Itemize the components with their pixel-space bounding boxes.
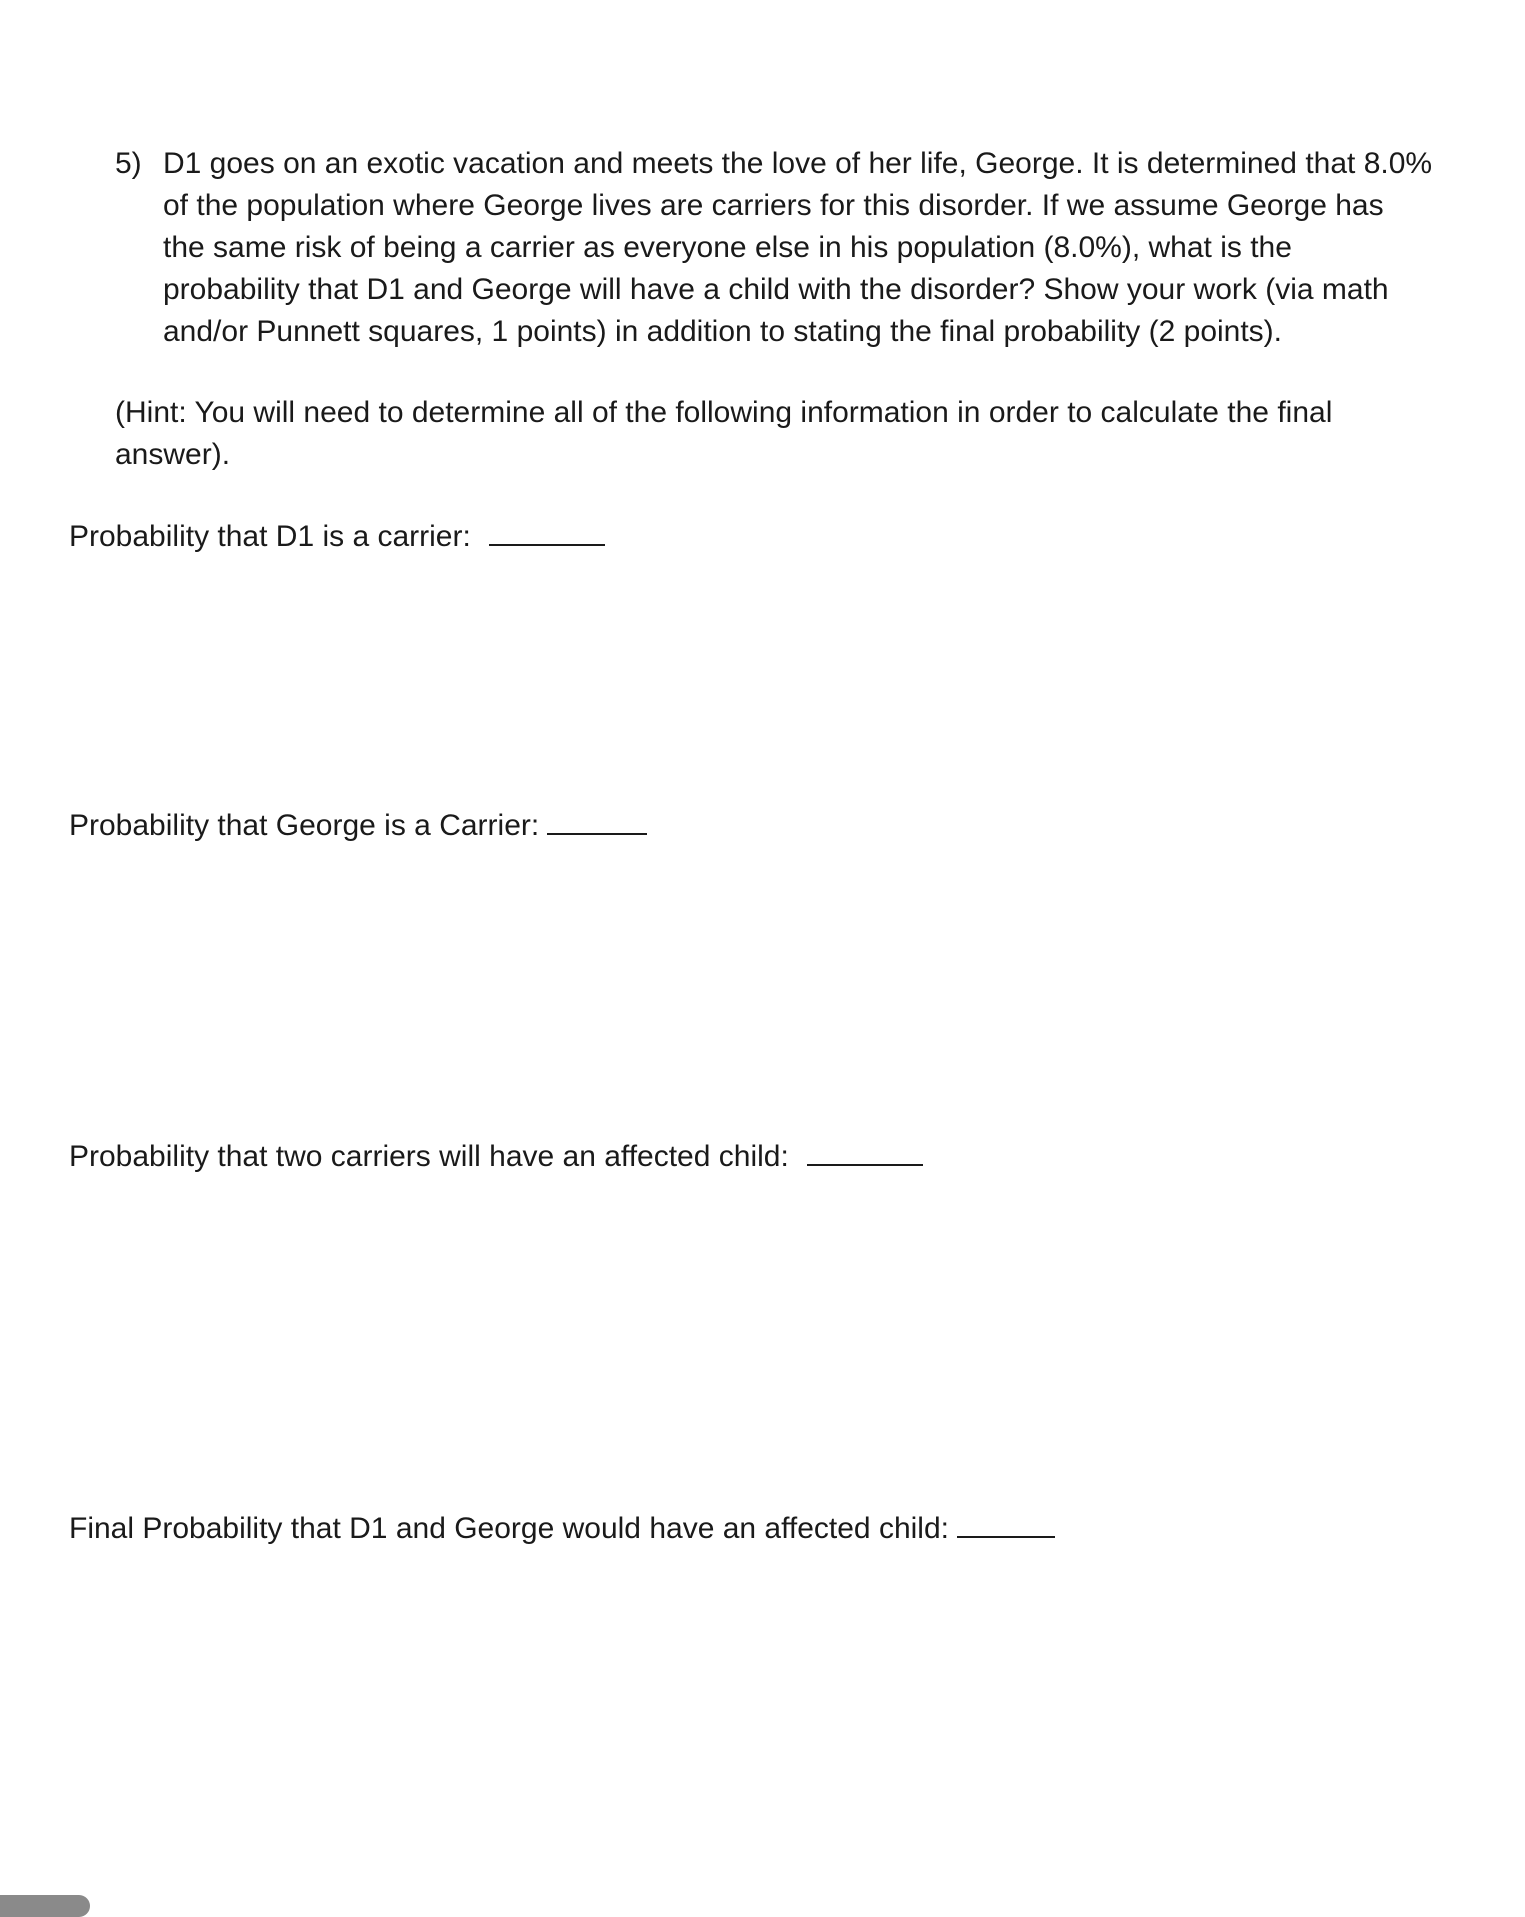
hint-line: (Hint: You will need to determine all of the following information in order to calculate the final — [115, 396, 1333, 429]
answer-blank-final[interactable] — [957, 1510, 1055, 1538]
hint-text — [115, 392, 1485, 476]
prompt-label: Probability that D1 is a carrier: — [69, 520, 471, 553]
answer-blank-two-carriers[interactable] — [807, 1138, 923, 1166]
prompt-two-carriers-affected — [69, 1136, 923, 1178]
answer-blank-george-carrier[interactable] — [547, 807, 647, 835]
prompt-label: Final Probability that D1 and George would have an affected child: — [69, 1512, 949, 1545]
prompt-label: Probability that George is a Carrier: — [69, 809, 540, 842]
question-line: probability that D1 and George will have a child with the disorder? Show your work (via math — [163, 273, 1389, 306]
prompt-final-probability — [69, 1508, 1055, 1550]
question-line: D1 goes on an exotic vacation and meets the love of her life, George. It is determined that 8.0% — [163, 147, 1433, 180]
prompt-george-carrier — [69, 805, 647, 847]
question-text — [163, 143, 1485, 353]
prompt-label: Probability that two carriers will have an affected child: — [69, 1140, 789, 1173]
question-line: and/or Punnett squares, 1 points) in addition to stating the final probability (2 points). — [163, 315, 1283, 348]
question-line: of the population where George lives are carriers for this disorder. If we assume George has — [163, 189, 1384, 222]
answer-blank-d1-carrier[interactable] — [489, 518, 605, 546]
home-indicator[interactable] — [0, 1895, 90, 1917]
question-number: 5) — [115, 147, 142, 180]
question-line: the same risk of being a carrier as everyone else in his population (8.0%), what is the — [163, 231, 1292, 264]
prompt-d1-carrier — [69, 516, 605, 558]
hint-line: answer). — [115, 438, 231, 471]
